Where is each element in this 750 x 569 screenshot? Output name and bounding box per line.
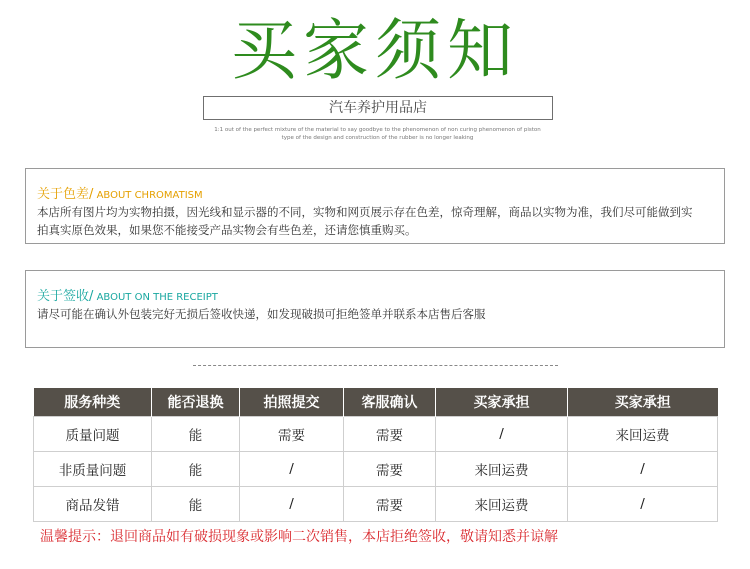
tagline — [180, 126, 575, 142]
section-body: 本店所有图片均为实物拍摄，因光线和显示器的不同，实物和网页展示存在色差，惊奇理解，商品以实物为准，我们尽可能做到实拍真实原色效果，如果您不能接受产品实物会有些色差，还请您慎重购买。 — [37, 205, 693, 237]
table-row — [34, 417, 718, 452]
column-header: 拍照提交 — [240, 388, 344, 417]
receipt-section — [25, 270, 725, 348]
table-cell: 需要 — [344, 487, 436, 522]
table-cell: 非质量问题 — [34, 452, 152, 487]
table-cell: 来回运费 — [436, 487, 568, 522]
table-cell: 质量问题 — [34, 417, 152, 452]
table-cell: / — [240, 452, 344, 487]
divider — [193, 365, 558, 366]
table-cell: 需要 — [344, 417, 436, 452]
column-header: 能否退换 — [152, 388, 240, 417]
section-title-en: ABOUT CHROMATISM — [93, 190, 203, 201]
table-cell: 需要 — [240, 417, 344, 452]
warm-notice: 温馨提示：退回商品如有破损现象或影响二次销售，本店拒绝签收，敬请知悉并谅解 — [40, 529, 558, 545]
table-row — [34, 487, 718, 522]
section-title-en: ABOUT ON THE RECEIPT — [93, 292, 218, 303]
table-cell: / — [568, 487, 718, 522]
tagline-line-1: 1:1 out of the perfect mixture of the material to say goodbye to the phenomenon of non curing phenomenon of piston — [214, 127, 541, 133]
service-table — [33, 388, 718, 522]
table-row — [34, 452, 718, 487]
table-cell: / — [568, 452, 718, 487]
column-header: 客服确认 — [344, 388, 436, 417]
section-heading — [37, 183, 203, 202]
section-body: 请尽可能在确认外包装完好无损后签收快递，如发现破损可拒绝签单并联系本店售后客服 — [37, 307, 486, 321]
chromatism-section — [25, 168, 725, 244]
page-title: 买家须知 — [231, 12, 519, 89]
section-title-zh: 关于色差/ — [37, 187, 94, 202]
shop-name-box: 汽车养护用品店 — [203, 96, 553, 120]
table-cell: 能 — [152, 417, 240, 452]
table-cell: 需要 — [344, 452, 436, 487]
section-title-zh: 关于签收/ — [37, 289, 94, 304]
table-cell: 来回运费 — [568, 417, 718, 452]
section-heading — [37, 285, 218, 304]
table-header-row — [34, 388, 718, 417]
table-cell: 商品发错 — [34, 487, 152, 522]
table-cell: 能 — [152, 487, 240, 522]
table-cell: / — [436, 417, 568, 452]
column-header: 服务种类 — [34, 388, 152, 417]
table-cell: 来回运费 — [436, 452, 568, 487]
table-cell: / — [240, 487, 344, 522]
column-header: 买家承担 — [436, 388, 568, 417]
tagline-line-2: type of the design and construction of the rubber is no longer leaking — [281, 135, 474, 141]
column-header: 买家承担 — [568, 388, 718, 417]
table-cell: 能 — [152, 452, 240, 487]
